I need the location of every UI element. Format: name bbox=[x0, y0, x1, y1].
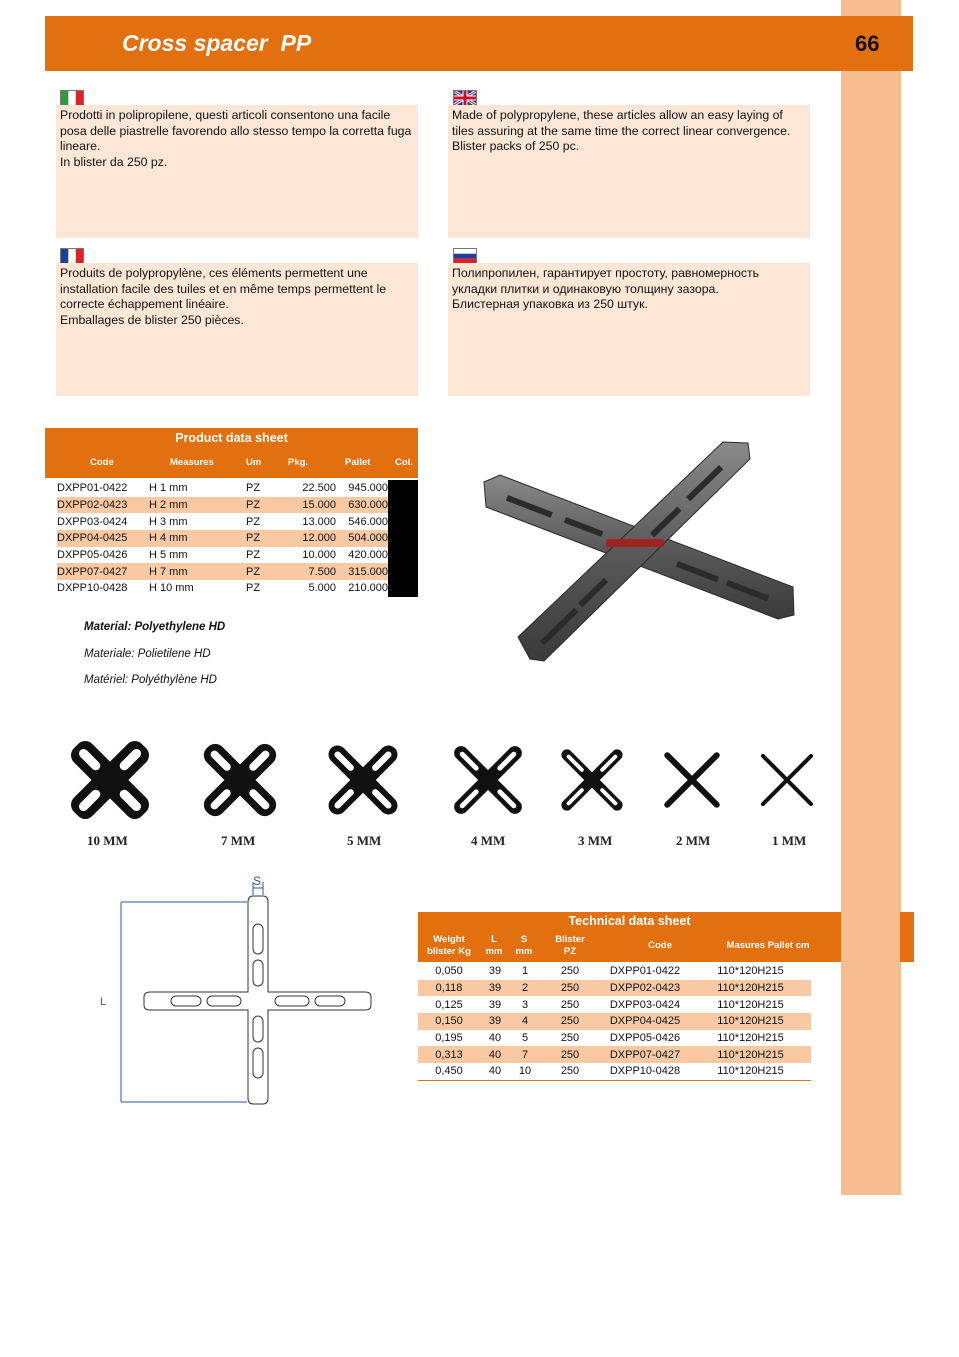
cell-code: DXPP10-0428 bbox=[57, 582, 128, 595]
side-column-band bbox=[841, 0, 901, 1195]
col-header-pkg: Pkg. bbox=[288, 457, 309, 468]
cell-blister: 250 bbox=[560, 965, 580, 978]
cell-code: DXPP01-0422 bbox=[609, 965, 681, 978]
cell-blister: 250 bbox=[560, 1032, 580, 1045]
cell-pallet: 110*120H215 bbox=[717, 1065, 784, 1078]
tcol-header-weight: Weight blister Kg bbox=[427, 934, 471, 957]
spacer-size-5 bbox=[638, 732, 745, 832]
cell-um: PZ bbox=[246, 515, 261, 528]
tcol-header-blister: Blister PZ bbox=[555, 934, 585, 957]
cell-l: 39 bbox=[488, 998, 502, 1011]
cell-weight: 0,125 bbox=[435, 998, 463, 1011]
cell-code: DXPP10-0428 bbox=[609, 1065, 681, 1078]
table-row bbox=[57, 530, 388, 547]
col-header-um: Um bbox=[246, 457, 262, 468]
cell-um: PZ bbox=[246, 582, 261, 595]
color-column bbox=[388, 480, 418, 597]
cell-blister: 250 bbox=[560, 1048, 580, 1061]
cell-s: 10 bbox=[518, 1065, 532, 1078]
cell-blister: 250 bbox=[560, 1015, 580, 1028]
size-label: 7 MM bbox=[221, 833, 256, 848]
cell-pallet: 110*120H215 bbox=[717, 982, 784, 995]
cell-code: DXPP02-0423 bbox=[609, 982, 681, 995]
cell-pallet: 630.000 bbox=[348, 499, 388, 512]
table-row bbox=[418, 1013, 811, 1030]
cell-measures: H 1 mm bbox=[149, 482, 188, 495]
cell-pallet: 110*120H215 bbox=[717, 998, 784, 1011]
table-row bbox=[418, 1063, 811, 1080]
size-label: 5 MM bbox=[347, 833, 382, 848]
cell-s: 5 bbox=[521, 1032, 529, 1045]
cell-s: 2 bbox=[521, 982, 529, 995]
cell-measures: H 3 mm bbox=[149, 515, 188, 528]
tcol-header-code: Code bbox=[648, 940, 672, 951]
cell-code: DXPP07-0427 bbox=[609, 1048, 681, 1061]
cell-blister: 250 bbox=[560, 998, 580, 1011]
cell-pkg: 5.000 bbox=[308, 582, 336, 595]
cell-code: DXPP04-0425 bbox=[57, 532, 128, 545]
table-row bbox=[418, 996, 811, 1013]
cell-um: PZ bbox=[246, 499, 261, 512]
cell-code: DXPP01-0422 bbox=[57, 482, 128, 495]
french-flag-icon bbox=[60, 248, 84, 264]
cell-weight: 0,050 bbox=[435, 965, 463, 978]
spacer-size-4 bbox=[534, 732, 650, 832]
spacer-size-3 bbox=[424, 732, 551, 832]
cell-pkg: 7.500 bbox=[308, 565, 336, 578]
cell-pkg: 12.000 bbox=[302, 532, 336, 545]
page-number: 66 bbox=[855, 31, 880, 56]
spacer-size-illustrations bbox=[55, 732, 830, 832]
cell-weight: 0,450 bbox=[435, 1065, 463, 1078]
cell-l: 40 bbox=[488, 1032, 502, 1045]
size-label: 1 MM bbox=[772, 833, 807, 848]
cell-code: DXPP03-0424 bbox=[57, 515, 128, 528]
cell-pallet: 110*120H215 bbox=[717, 1015, 784, 1028]
table-row bbox=[57, 480, 388, 497]
description-russian: Полипропилен, гарантирует простоту, равномерность укладки плитки и одинаковую толщину зазора. Блистерная упаковка из 250 штук. bbox=[448, 263, 810, 396]
cell-blister: 250 bbox=[560, 1065, 580, 1078]
size-label: 10 MM bbox=[87, 833, 128, 848]
cell-code: DXPP03-0424 bbox=[609, 998, 681, 1011]
cell-l: 40 bbox=[488, 1048, 502, 1061]
dimension-s-label: S bbox=[253, 874, 262, 888]
cell-code: DXPP05-0426 bbox=[57, 549, 128, 562]
cell-pkg: 22.500 bbox=[302, 482, 336, 495]
cell-weight: 0,313 bbox=[435, 1048, 463, 1061]
material-french: Matériel: Polyéthylène HD bbox=[84, 674, 217, 686]
col-header-measures: Measures bbox=[170, 457, 214, 468]
table-row bbox=[57, 580, 388, 597]
cell-um: PZ bbox=[246, 532, 261, 545]
size-label: 2 MM bbox=[676, 833, 711, 848]
cell-code: DXPP05-0426 bbox=[609, 1032, 681, 1045]
material-english: Material: Polyethylene HD bbox=[84, 621, 226, 633]
cell-l: 40 bbox=[488, 1065, 502, 1078]
cell-l: 39 bbox=[488, 1015, 502, 1028]
material-italian: Materiale: Polietilene HD bbox=[84, 648, 211, 660]
technical-drawing bbox=[95, 872, 380, 1112]
table-row bbox=[57, 497, 388, 514]
col-header-pallet: Pallet bbox=[345, 457, 371, 468]
uk-flag-icon bbox=[453, 90, 477, 106]
cell-measures: H 5 mm bbox=[149, 549, 188, 562]
technical-sheet-table bbox=[418, 963, 811, 1081]
table-row bbox=[57, 547, 388, 564]
product-sheet-header bbox=[45, 428, 418, 478]
cell-pallet: 546.000 bbox=[348, 515, 388, 528]
cell-um: PZ bbox=[246, 482, 261, 495]
table-row bbox=[418, 1030, 811, 1047]
cell-measures: H 4 mm bbox=[149, 532, 188, 545]
cross-spacer-photo bbox=[478, 437, 808, 667]
cell-l: 39 bbox=[488, 965, 502, 978]
cell-weight: 0,195 bbox=[435, 1032, 463, 1045]
description-italian: Prodotti in polipropilene, questi articoli consentono una facile posa delle piastrelle favorendo allo stesso tempo la corretta fuga lineare. In blister da 250 pz. bbox=[56, 105, 418, 238]
russian-flag-icon bbox=[453, 248, 477, 264]
description-english: Made of polypropylene, these articles allow an easy laying of tiles assuring at the same time the correct linear convergence. Blister packs of 250 pc. bbox=[448, 105, 810, 238]
technical-sheet-header bbox=[418, 912, 841, 962]
cell-s: 3 bbox=[521, 998, 529, 1011]
spacer-size-2 bbox=[299, 732, 426, 832]
product-sheet-title: Product data sheet bbox=[175, 431, 288, 445]
table-row bbox=[57, 563, 388, 580]
product-sheet-table bbox=[57, 480, 388, 597]
side-strip bbox=[900, 912, 914, 962]
cell-weight: 0,150 bbox=[435, 1015, 463, 1028]
cell-pallet: 315.000 bbox=[348, 565, 388, 578]
cell-pkg: 10.000 bbox=[302, 549, 336, 562]
tcol-header-l: L mm bbox=[485, 934, 503, 957]
cell-blister: 250 bbox=[560, 982, 580, 995]
table-row bbox=[418, 963, 811, 980]
size-label: 4 MM bbox=[471, 833, 506, 848]
cell-weight: 0,118 bbox=[435, 982, 463, 995]
cell-um: PZ bbox=[246, 549, 261, 562]
spacer-size-1 bbox=[175, 732, 305, 832]
cell-pkg: 15.000 bbox=[302, 499, 336, 512]
cell-l: 39 bbox=[488, 982, 502, 995]
technical-sheet-title: Technical data sheet bbox=[568, 914, 691, 928]
cell-pallet: 945.000 bbox=[348, 482, 388, 495]
size-label: 3 MM bbox=[578, 833, 613, 848]
dimension-l-label: L bbox=[100, 996, 107, 1008]
cell-s: 1 bbox=[521, 965, 529, 978]
cell-pallet: 110*120H215 bbox=[717, 965, 784, 978]
spacer-size-6 bbox=[736, 732, 830, 831]
cell-measures: H 7 mm bbox=[149, 565, 188, 578]
tcol-header-pallet: Masures Pallet cm bbox=[726, 940, 810, 951]
tcol-header-s: S mm bbox=[515, 934, 533, 957]
cell-pallet: 420.000 bbox=[348, 549, 388, 562]
cell-pallet: 110*120H215 bbox=[717, 1032, 784, 1045]
page-title: Cross spacer PP bbox=[122, 30, 312, 56]
cell-code: DXPP02-0423 bbox=[57, 499, 128, 512]
spacer-size-0 bbox=[55, 732, 178, 832]
cell-measures: H 10 mm bbox=[149, 582, 194, 595]
table-row bbox=[418, 1046, 811, 1063]
cell-pkg: 13.000 bbox=[302, 515, 336, 528]
col-header-col: Col. bbox=[395, 457, 413, 468]
table-row bbox=[57, 513, 388, 530]
col-header-code: Code bbox=[90, 457, 114, 468]
cell-pallet: 110*120H215 bbox=[717, 1048, 784, 1061]
cell-s: 4 bbox=[521, 1015, 529, 1028]
cell-code: DXPP07-0427 bbox=[57, 565, 128, 578]
cell-s: 7 bbox=[521, 1048, 529, 1061]
cell-measures: H 2 mm bbox=[149, 499, 188, 512]
cell-um: PZ bbox=[246, 565, 261, 578]
italian-flag-icon bbox=[60, 90, 84, 106]
description-french: Produits de polypropylène, ces éléments permettent une installation facile des tuiles et en même temps permettent le correcte échappement linéaire. Emballages de blister 250 pièces. bbox=[56, 263, 418, 396]
table-row bbox=[418, 980, 811, 997]
cell-pallet: 210.000 bbox=[348, 582, 388, 595]
cell-code: DXPP04-0425 bbox=[609, 1015, 681, 1028]
cell-pallet: 504.000 bbox=[348, 532, 388, 545]
